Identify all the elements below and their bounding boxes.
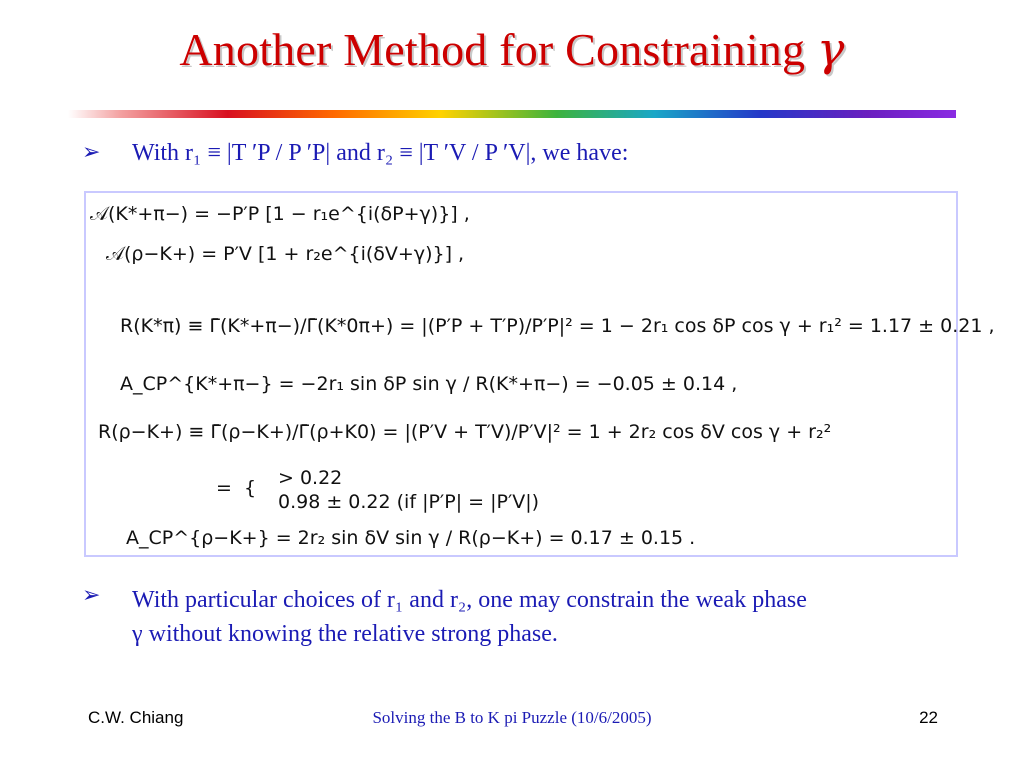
equation-7: A_CP^{ρ−K+} = 2r₂ sin δV sin γ / R(ρ−K+) = 0.17 ± 0.15 . [126,527,696,549]
equation-4: A_CP^{K*+π−} = −2r₁ sin δP sin γ / R(K*+π−) = −0.05 ± 0.14 , [120,373,738,395]
gamma-symbol: γ [816,22,845,76]
slide-title [0,22,1024,76]
equation-6-brace: = { [216,477,257,499]
title-divider-rainbow [68,110,956,118]
equation-6a: > 0.22 [278,467,343,489]
arrow-bullet-icon: ➢ [82,583,101,608]
equation-6b: 0.98 ± 0.22 (if |P′P| = |P′V|) [278,491,540,513]
equation-1: 𝒜(K*+π−) = −P′P [1 − r₁e^{i(δP+γ)}] , [90,203,470,225]
footer-talk-title: Solving the B to K pi Puzzle (10/6/2005) [372,708,652,727]
bullet-2-line-1: With particular choices of r₁ and r₂, one may constrain the weak phase [132,587,807,613]
arrow-bullet-icon: ➢ [82,140,101,165]
footer-author: C.W. Chiang [88,708,184,727]
footer-page-number: 22 [919,708,938,727]
equation-5: R(ρ−K+) ≡ Γ̄(ρ−K+)/Γ̄(ρ+K0) = |(P′V + T′V)/P′V|² = 1 + 2r₂ cos δV cos γ + r₂² [98,421,832,443]
bullet-2-text [132,583,962,651]
equation-2: 𝒜(ρ−K+) = P′V [1 + r₂e^{i(δV+γ)}] , [106,243,465,265]
bullet-2-line-2: γ without knowing the relative strong phase. [132,621,558,647]
slide-title-text: Another Method for Constraining [179,24,817,75]
equation-3: R(K*π) ≡ Γ̄(K*+π−)/Γ̄(K*0π+) = |(P′P + T′P)/P′P|² = 1 − 2r₁ cos δP cos γ + r₁² = 1.17 ± 0.21 , [120,315,995,337]
equation-box [84,191,995,557]
bullet-1-text: With r₁ ≡ |T ′P / P ′P| and r₂ ≡ |T ′V / P ′V|, we have: [132,140,629,166]
